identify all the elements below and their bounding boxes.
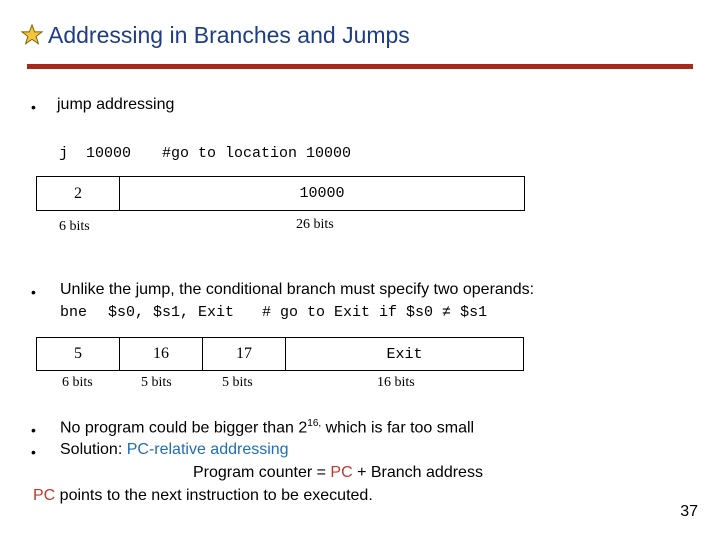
slide-title: Addressing in Branches and Jumps	[48, 22, 410, 48]
branch-width-opcode: 6 bits	[62, 375, 93, 390]
branch-field-address: Exit	[386, 345, 423, 363]
branch-code-comment: # go to Exit if $s0 ≠ $s1	[262, 304, 488, 321]
note-program-size: No program could be bigger than $2^{16,}$ which is far too small	[60, 418, 475, 437]
branch-field-rt: 17	[203, 338, 286, 370]
jump-width-opcode: 6 bits	[59, 219, 90, 234]
branch-field-opcode: 5	[37, 338, 120, 370]
bullet: •	[31, 284, 36, 300]
note-solution: Solution: PC-relative addressing	[60, 441, 289, 458]
branch-width-rt: 5 bits	[222, 375, 253, 390]
bullet: •	[31, 422, 36, 438]
bullet: •	[31, 444, 36, 460]
branch-field-rs: 16	[120, 338, 203, 370]
star-icon	[21, 24, 43, 46]
branch-code-args: $s0, $s1, Exit	[108, 304, 235, 321]
jump-code-arg: 10000	[86, 145, 132, 162]
title-divider	[27, 64, 693, 69]
branch-width-address: 16 bits	[377, 375, 415, 390]
branch-format-box	[36, 337, 524, 371]
bullet: •	[31, 99, 36, 115]
page-number: 37	[680, 503, 698, 520]
jump-field-address: 10000	[299, 185, 345, 202]
branch-width-rs: 5 bits	[141, 375, 172, 390]
jump-width-address: 26 bits	[296, 217, 334, 232]
note-program-counter: Program counter = PC + Branch address	[193, 464, 483, 481]
jump-format-box	[36, 176, 525, 211]
note-pc-next: PC points to the next instruction to be executed.	[33, 487, 373, 504]
jump-bullet-text: jump addressing	[57, 96, 175, 113]
branch-bullet-text: Unlike the jump, the conditional branch must specify two operands:	[60, 281, 535, 298]
branch-code-op: bne	[60, 304, 88, 321]
jump-code-op: j	[59, 145, 69, 162]
jump-field-opcode: 2	[37, 177, 120, 210]
jump-code-comment: #go to location 10000	[162, 145, 352, 162]
